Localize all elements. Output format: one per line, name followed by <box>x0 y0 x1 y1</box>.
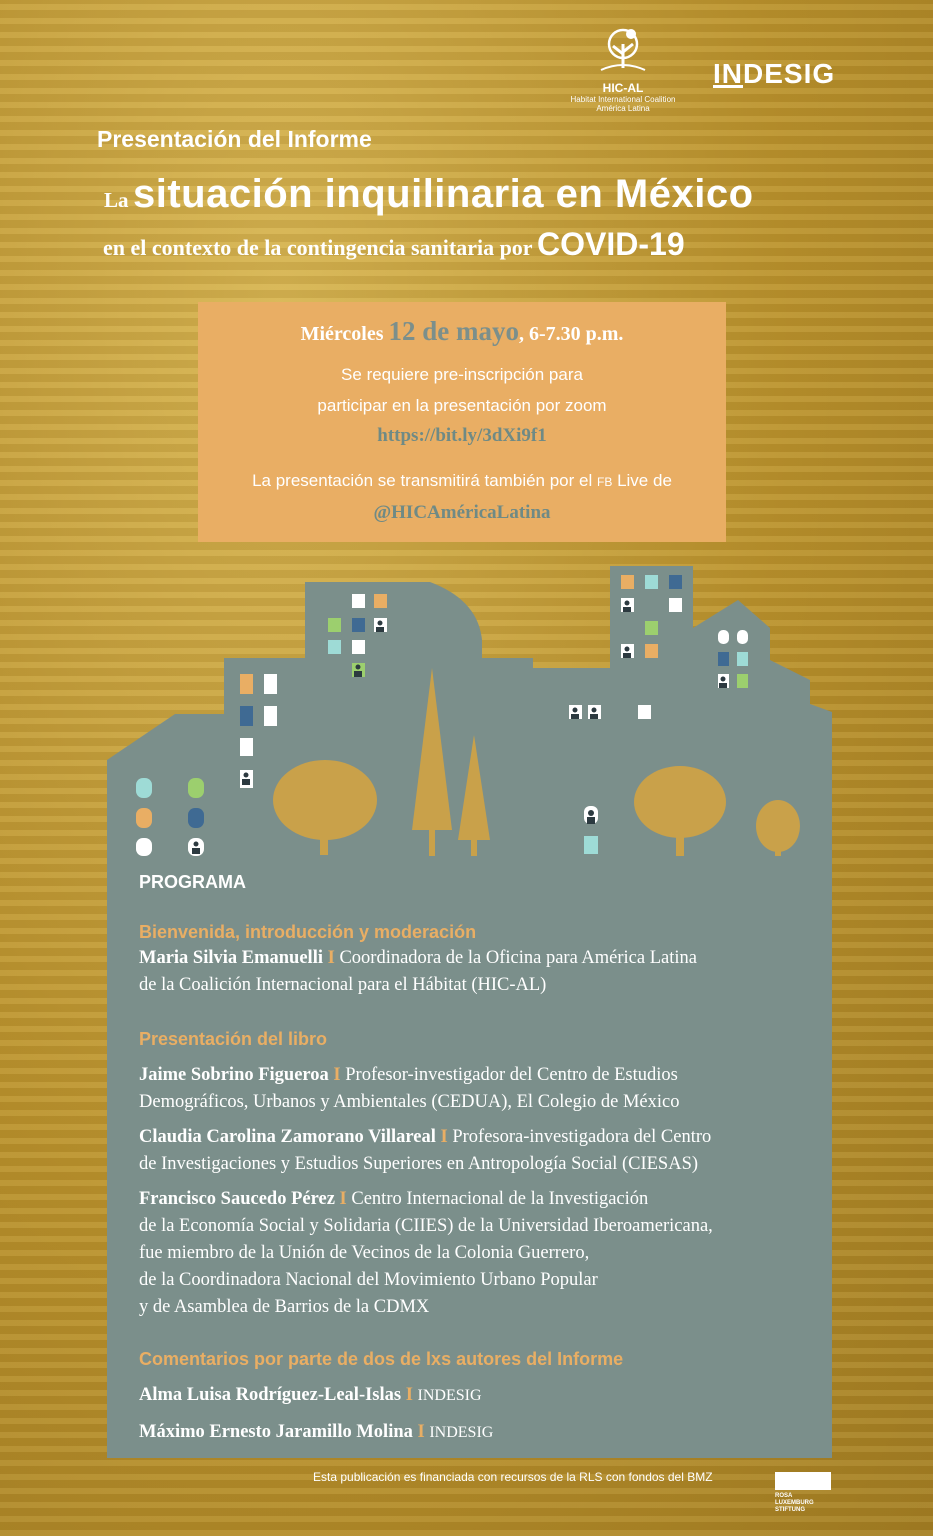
speaker-entry-rodriguez <box>139 1382 829 1409</box>
speaker-desc: Coordinadora de la Oficina para América Latina <box>339 948 697 968</box>
hic-al-name: HIC-AL <box>602 81 644 95</box>
separator: I <box>333 1065 341 1085</box>
speaker-org: INDESIG <box>429 1424 494 1441</box>
subtitle-covid: COVID-19 <box>537 226 685 262</box>
speaker-desc: de la Economía Social y Solidaria (CIIES) de la Universidad Iberoamericana, <box>139 1216 713 1236</box>
indesig-logo-in: IN <box>713 58 743 89</box>
separator: I <box>417 1422 425 1442</box>
speaker-name: Maria Silvia Emanuelli <box>139 948 323 968</box>
speaker-desc: Demográficos, Urbanos y Ambientales (CEDUA), El Colegio de México <box>139 1092 680 1112</box>
separator: I <box>339 1189 347 1209</box>
speaker-org: INDESIG <box>417 1387 482 1404</box>
hic-al-subtitle: Habitat International Coalition <box>570 95 676 104</box>
rls-line-3: STIFTUNG <box>775 1507 805 1513</box>
speaker-entry-jaramillo <box>139 1419 829 1446</box>
speaker-entry-sobrino <box>139 1062 829 1116</box>
speaker-desc: de la Coordinadora Nacional del Movimiento Urbano Popular <box>139 1270 598 1290</box>
event-day: Miércoles <box>300 323 384 345</box>
subtitle-context: en el contexto de la contingencia sanitaria por <box>103 235 533 260</box>
indesig-logo-rest: DESIG <box>743 58 836 89</box>
rls-logo-text <box>775 1493 831 1514</box>
speaker-desc: Profesor-investigador del Centro de Estudios <box>345 1065 678 1085</box>
separator: I <box>327 948 335 968</box>
speaker-desc: de Investigaciones y Estudios Superiores en Antropología Social (CIESAS) <box>139 1154 699 1174</box>
speaker-name: Claudia Carolina Zamorano Villareal <box>139 1127 436 1147</box>
registration-line-2: participar en la presentación por zoom <box>317 396 607 415</box>
speaker-desc: y de Asamblea de Barrios de la CDMX <box>139 1297 430 1317</box>
registration-link[interactable]: https://bit.ly/3dXi9f1 <box>377 425 547 446</box>
event-date-value: 12 de mayo <box>388 316 519 346</box>
hic-al-subtitle-2: América Latina <box>596 104 650 113</box>
speaker-name: Máximo Ernesto Jaramillo Molina <box>139 1422 413 1442</box>
registration-line-1: Se requiere pre-inscripción para <box>341 365 583 384</box>
speaker-desc: de la Coalición Internacional para el Hábitat (HIC-AL) <box>139 975 547 995</box>
rls-line-2: LUXEMBURG <box>775 1500 814 1506</box>
speaker-desc: Centro Internacional de la Investigación <box>351 1189 649 1209</box>
fb-live-text-b: Live de <box>617 471 672 490</box>
title-main: situación inquilinaria en México <box>132 172 754 216</box>
fb-label: FB <box>597 475 613 489</box>
rosa-luxemburg-logo <box>775 1472 831 1514</box>
speaker-name: Francisco Saucedo Pérez <box>139 1189 335 1209</box>
fb-handle[interactable]: @HICAméricaLatina <box>373 502 551 523</box>
title-prefix: La <box>104 188 129 212</box>
presentation-label: Presentación del Informe <box>97 126 372 152</box>
speaker-name: Alma Luisa Rodríguez-Leal-Islas <box>139 1385 402 1405</box>
speaker-desc: fue miembro de la Unión de Vecinos de la Colonia Guerrero, <box>139 1243 590 1263</box>
separator: I <box>440 1127 448 1147</box>
fb-live-text-a: La presentación se transmitirá también por el <box>252 471 593 490</box>
funding-footer: Esta publicación es financiada con recursos de la RLS con fondos del BMZ <box>313 1470 713 1484</box>
speaker-entry-zamorano <box>139 1124 829 1178</box>
event-time: , 6-7.30 p.m. <box>518 323 624 345</box>
skyline-silhouette <box>107 566 832 1458</box>
speaker-entry-moderator <box>139 945 829 999</box>
rls-logo-bar <box>775 1472 831 1490</box>
section-book-title: Presentación del libro <box>139 1029 328 1049</box>
section-welcome-title: Bienvenida, introducción y moderación <box>139 922 477 942</box>
speaker-entry-saucedo <box>139 1186 829 1321</box>
speaker-name: Jaime Sobrino Figueroa <box>139 1065 329 1085</box>
speaker-desc: Profesora-investigadora del Centro <box>452 1127 712 1147</box>
rls-line-1: ROSA <box>775 1493 793 1499</box>
separator: I <box>405 1385 413 1405</box>
section-comments-title: Comentarios por parte de dos de lxs autores del Informe <box>139 1349 624 1369</box>
programa-title: PROGRAMA <box>139 872 246 892</box>
